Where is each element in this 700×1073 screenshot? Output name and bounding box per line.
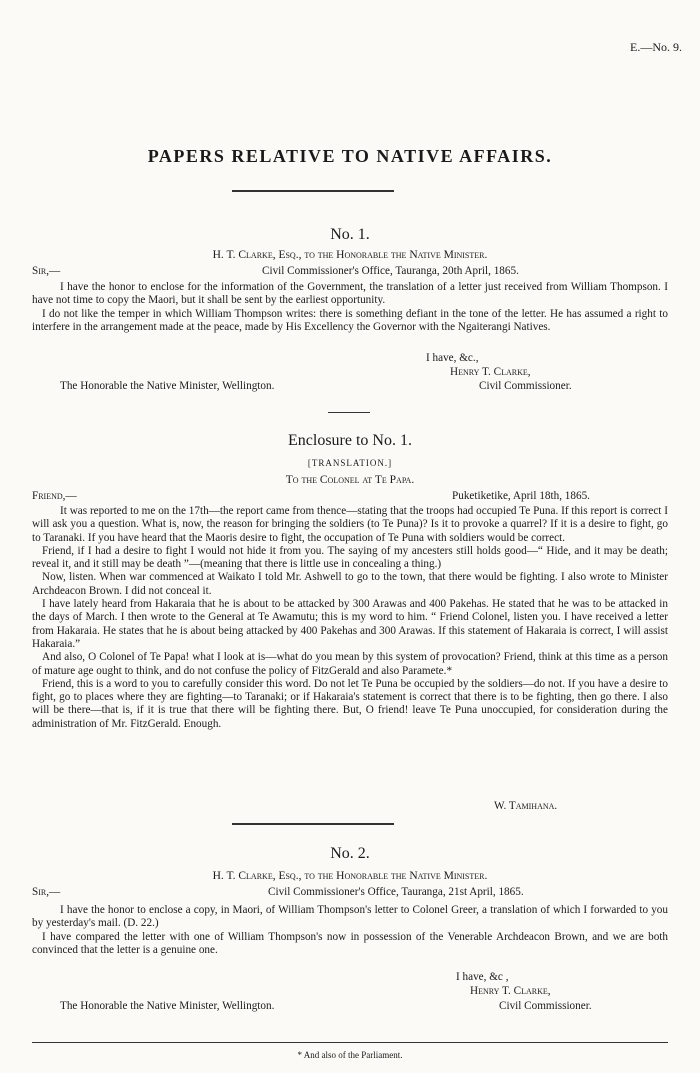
enclosure-paragraph: It was reported to me on the 17th—the report came from thence—stating that the troops had occupied Te Puna. If this report is correct I will ask you a question. What is, now, the reason for bringing the soldiers (to Te Puna)? Is it to provoke a quarrel? If it is a desire to fight, go to Taranaki. If you have heard that the Maoris desire to fight, the occupation of Te Puna with soldiers would be correct.	[32, 505, 668, 544]
letter2-place-date: Civil Commissioner's Office, Tauranga, 21st April, 1865.	[268, 886, 524, 898]
enclosure-salutation: Friend,—	[32, 490, 77, 502]
enclosure-title: Enclosure to No. 1.	[288, 432, 412, 449]
letter2-paragraph: I have the honor to enclose a copy, in Maori, of William Thompson's letter to Colonel Greer, a translation of which I forwarded to you by yesterday's mail. (D. 22.)	[32, 904, 668, 930]
enclosure-body	[32, 505, 668, 731]
letter2-header-row	[32, 886, 668, 900]
letter1-place-date: Civil Commissioner's Office, Tauranga, 20th April, 1865.	[262, 265, 519, 277]
letter1-signature-row	[32, 366, 668, 380]
letter1-paragraph: I do not like the temper in which William Thompson writes: there is something defiant in the tone of the letter. He has assumed a right to interfere in the arrangement made at the peace, made by His Excellency the Governor with the Ngaiterangi Natives.	[32, 307, 668, 333]
letter2-paragraph: I have compared the letter with one of William Thompson's now in possession of the Venerable Archdeacon Brown, and we are both convinced that the letter is a genuine one.	[32, 930, 668, 956]
letter2-closing-row	[32, 971, 668, 985]
letter1-addressee-row	[32, 380, 668, 394]
letter2-signature-title: Civil Commissioner.	[499, 1000, 592, 1012]
footnote-rule	[32, 1042, 668, 1043]
enclosure-place-date: Puketiketike, April 18th, 1865.	[452, 490, 590, 502]
enclosure-to-line: To the Colonel at Te Papa.	[285, 474, 415, 486]
title-divider	[232, 190, 394, 192]
letter1-body	[32, 281, 668, 334]
enclosure-paragraph: Now, listen. When war commenced at Waikato I told Mr. Ashwell to go to the town, that there would be fighting. I also wrote to Minister Archdeacon Brown. I did not conceal it.	[32, 571, 668, 597]
letter1-paragraph: I have the honor to enclose for the information of the Government, the translation of a letter just received from William Thompson. I have not time to copy the Maori, but it shall be sent by the earliest opportunity.	[32, 281, 668, 307]
letter2-signature: Henry T. Clarke,	[470, 985, 551, 997]
footnote: * And also of the Parliament.	[297, 1050, 403, 1060]
section-divider	[232, 823, 394, 825]
letter2-signature-row	[32, 985, 668, 999]
letter1-from-line: H. T. Clarke, Esq., to the Honorable the Native Minister.	[212, 249, 488, 261]
section-divider	[328, 412, 370, 413]
letter1-signature-title: Civil Commissioner.	[479, 380, 572, 392]
translation-note: [TRANSLATION.]	[307, 458, 393, 468]
letter2-number: No. 2.	[330, 845, 370, 862]
page-reference: E.—No. 9.	[630, 40, 682, 54]
enclosure-header-row	[32, 490, 668, 504]
letter1-signature: Henry T. Clarke,	[450, 366, 531, 378]
letter2-closing: I have, &c ,	[456, 971, 509, 983]
letter1-header-row	[32, 265, 668, 279]
enclosure-signature-row	[32, 800, 668, 814]
enclosure-paragraph: And also, O Colonel of Te Papa! what I look at is—what do you mean by this system of provocation? Friend, think at this time as a person of mature age ought to think, and do not confuse the policy of FitzGerald and also Paramete.*	[32, 651, 668, 677]
page-title: PAPERS RELATIVE TO NATIVE AFFAIRS.	[147, 146, 553, 166]
letter1-number: No. 1.	[330, 226, 370, 243]
letter2-salutation: Sir,—	[32, 886, 61, 898]
letter2-addressee-row	[32, 1000, 668, 1014]
enclosure-signature: W. Tamihana.	[494, 800, 558, 812]
enclosure-paragraph: Friend, if I had a desire to fight I would not hide it from you. The saying of my ancesters still holds good—“ Hide, and it may be death; reveal it, and it still may be death ”—(meaning that there is little use in concealing a thing.)	[32, 544, 668, 571]
letter1-salutation: Sir,—	[32, 265, 61, 277]
enclosure-paragraph: Friend, this is a word to you to carefully consider this word. Do not let Te Puna be occupied by the soldiers—do not. If you have a desire to fight, go to places where they are fighting—to Taranaki; or if Hakaraia's statement is correct that there is to be fighting, then go there. I also will be there—that is, if it is true that there will be fighting there. But, O friend! leave Te Puna unoccupied, for consideration during the administration of Mr. FitzGerald. Enough.	[32, 677, 668, 730]
letter2-addressee: The Honorable the Native Minister, Wellington.	[60, 1000, 275, 1012]
letter2-body	[32, 904, 668, 957]
letter1-closing: I have, &c.,	[426, 352, 479, 364]
enclosure-paragraph: I have lately heard from Hakaraia that he is about to be attacked by 300 Arawas and 400 Pakehas. He stated that he was to be attacked in the days of March. I then wrote to the General at Te Awamutu; this is my word to him. “ Friend Colonel, listen you. I have received a letter from Hakaraia. He states that he is about being attacked by 400 Pakehas and 300 Arawas. If this statement of Hakaraia is correct, I will assist Hakaraia.”	[32, 598, 668, 650]
letter1-addressee: The Honorable the Native Minister, Wellington.	[60, 380, 275, 392]
letter1-closing-row	[32, 352, 668, 366]
letter2-from-line: H. T. Clarke, Esq., to the Honorable the Native Minister.	[212, 870, 488, 882]
